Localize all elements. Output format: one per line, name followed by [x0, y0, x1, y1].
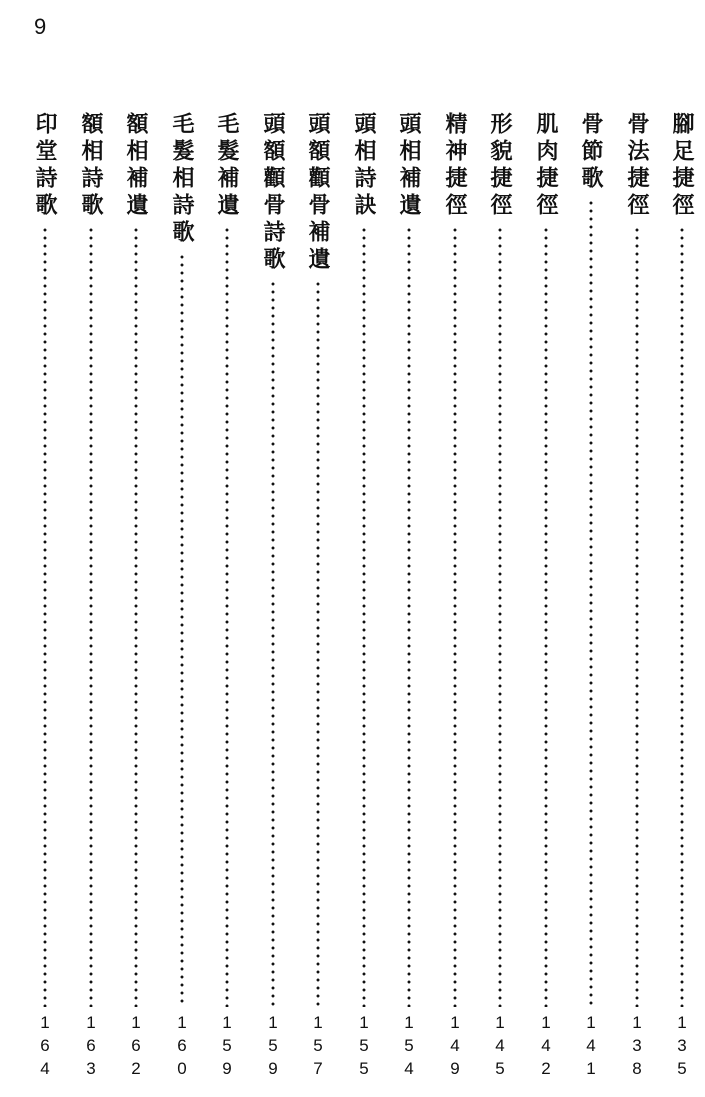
toc-entry-page: 149: [445, 1013, 465, 1082]
toc-entry-title: 骨節歌: [578, 112, 604, 193]
toc-entry[interactable]: [437, 112, 473, 1087]
toc-entry[interactable]: [209, 112, 245, 1087]
toc-entry-title: 印堂詩歌: [32, 112, 58, 220]
dot-leader: [271, 280, 275, 1007]
toc-entry[interactable]: [528, 112, 564, 1087]
dot-leader: [225, 226, 229, 1007]
toc-entry-page: 159: [217, 1013, 237, 1082]
toc-entry-page: 157: [308, 1013, 328, 1082]
dot-leader: [180, 253, 184, 1007]
toc-entry[interactable]: [73, 112, 109, 1087]
toc-entry-title: 骨法捷徑: [624, 112, 650, 220]
toc-entry-title: 形貌捷徑: [487, 112, 513, 220]
toc-entry-title: 精神捷徑: [442, 112, 468, 220]
dot-leader: [544, 226, 548, 1007]
toc-entry-page: 162: [126, 1013, 146, 1082]
toc-entry-title: 毛髮相詩歌: [169, 112, 195, 247]
dot-leader: [316, 280, 320, 1007]
toc-entry-page: 163: [81, 1013, 101, 1082]
dot-leader: [680, 226, 684, 1007]
dot-leader: [134, 226, 138, 1007]
toc-entry-title: 頭額顴骨補遺: [305, 112, 331, 274]
dot-leader: [89, 226, 93, 1007]
page-number: 9: [34, 14, 47, 39]
toc-entry[interactable]: [27, 112, 63, 1087]
toc-entry[interactable]: [300, 112, 336, 1087]
toc-entry[interactable]: [619, 112, 655, 1087]
toc-entry-page: 164: [35, 1013, 55, 1082]
toc-entry[interactable]: [573, 112, 609, 1087]
dot-leader: [498, 226, 502, 1007]
dot-leader: [43, 226, 47, 1007]
toc-entry-title: 額相補遺: [123, 112, 149, 220]
dot-leader: [635, 226, 639, 1007]
dot-leader: [453, 226, 457, 1007]
toc-entry-title: 頭相詩訣: [351, 112, 377, 220]
toc-entry-page: 160: [172, 1013, 192, 1082]
toc-entry-page: 138: [627, 1013, 647, 1082]
toc-entry[interactable]: [255, 112, 291, 1087]
toc-entry-title: 毛髮補遺: [214, 112, 240, 220]
table-of-contents: [22, 112, 700, 1087]
toc-entry-title: 額相詩歌: [78, 112, 104, 220]
toc-entry-title: 肌肉捷徑: [533, 112, 559, 220]
toc-entry[interactable]: [391, 112, 427, 1087]
toc-entry-page: 154: [399, 1013, 419, 1082]
toc-entry[interactable]: [664, 112, 700, 1087]
toc-entry-page: 142: [536, 1013, 556, 1082]
toc-entry-page: 145: [490, 1013, 510, 1082]
toc-entry-page: 159: [263, 1013, 283, 1082]
toc-entry[interactable]: [164, 112, 200, 1087]
dot-leader: [407, 226, 411, 1007]
toc-entry-title: 腳足捷徑: [669, 112, 695, 220]
toc-entry[interactable]: [346, 112, 382, 1087]
dot-leader: [589, 199, 593, 1007]
toc-entry-title: 頭額顴骨詩歌: [260, 112, 286, 274]
toc-entry-page: 135: [672, 1013, 692, 1082]
toc-entry[interactable]: [482, 112, 518, 1087]
toc-entry-title: 頭相補遺: [396, 112, 422, 220]
toc-entry-page: 141: [581, 1013, 601, 1082]
dot-leader: [362, 226, 366, 1007]
toc-entry[interactable]: [118, 112, 154, 1087]
toc-entry-page: 155: [354, 1013, 374, 1082]
